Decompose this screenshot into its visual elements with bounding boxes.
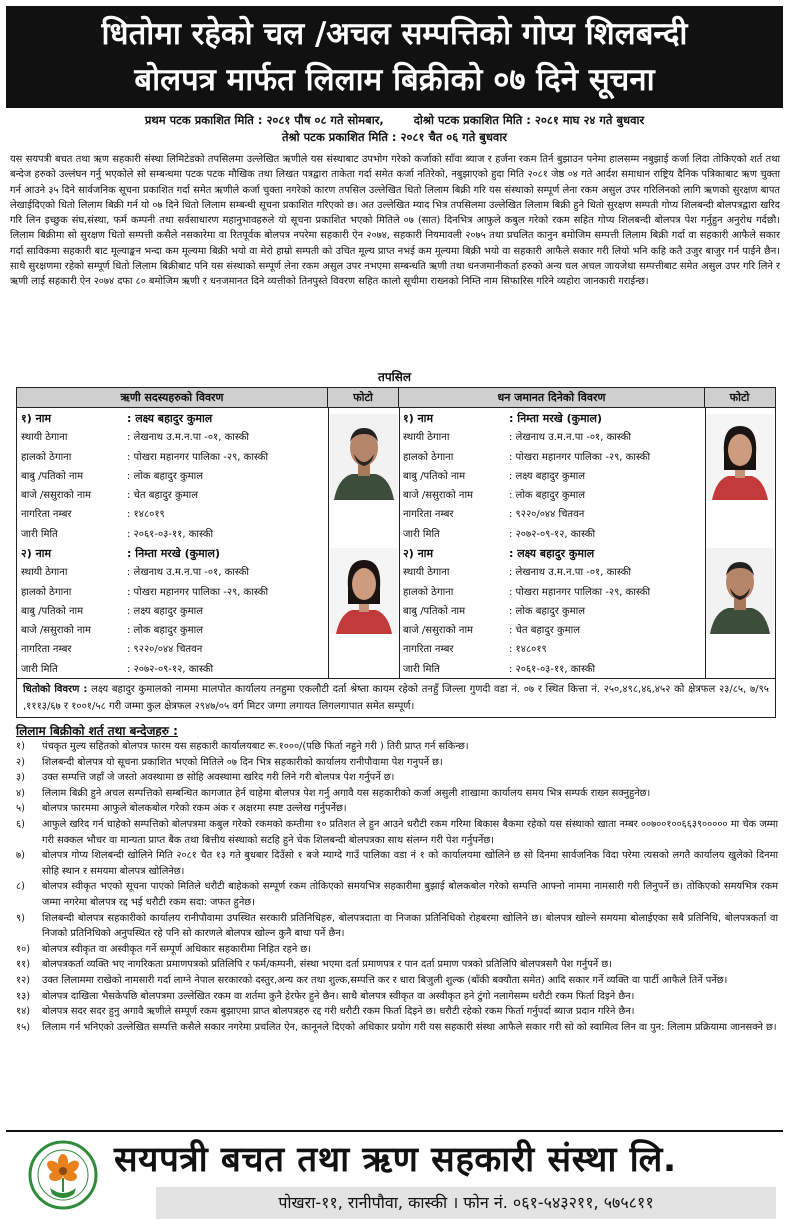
condition-text: शिलबन्दी बोलपत्र यो सूचना प्रकाशित भएको मितिले ०७ दिन भित्र सहकारीको कार्यालय रानीपौवामा पेश गनुपर्ने छ। [42,756,443,768]
flower-logo-icon [28,1140,98,1210]
list-item [16,911,778,942]
condition-number: १५) [16,1021,31,1033]
condition-number: ५) [16,803,25,815]
issued-label: जारी मिति [403,528,440,540]
current-address: : पोखरा महानगर पालिका -२९, कास्की [127,586,269,598]
column-divider [328,408,329,678]
header-photo-guarantors: फोटो [729,391,750,404]
header-guarantors: धन जमानत दिनेको विवरण [399,388,705,408]
citizenship-label: नागरिता नम्बर [21,644,72,656]
details-table [16,387,776,718]
list-item [16,1004,778,1020]
borrower-1 [17,409,328,544]
condition-number: १४) [16,1006,31,1018]
list-item [16,848,778,879]
issued-date: : २०६१-०३-११, कास्की [127,528,214,540]
grandfather-name: : लोक बहादुर कुमाल [509,490,585,502]
borrower-1-photo [330,414,398,500]
table-header [17,388,775,408]
intro-paragraph: यस सयपत्री बचत तथा ऋण सहकारी संस्था लिमिटेडको तपसिलमा उल्लेखित ऋणीले यस संस्थाबाट उपभोग गरेको कर्जाको साँवा ब्याज र हर्जना रकम तिर्न बुझाउन पनेमा हालसम्म नबुझाई कर्जा लिदा तोकिएको शर्त तथा बन्देज हरुको उल्लंघन गर्नु भएकोले सो सम्बन्धमा पटक पटक मौखिक तथा लिखत पत्रद्वारा ताकेता गर्दा समेत कर्जा नतिरेको, नबुझाएको हुदा मिति २०८१ जेष्ठ ०४ गते आर्दश समाधान राष्ट्रिय दैनिक पत्रिकाबाट ऋण चुक्ता गर्न आउने ३५ दिने सार्वजनिक सूचना प्रकाशित गर्दा समेत ऋणीले कर्जा चुक्ता नगरेको कारण तपसिल उल्लेखित धितो लिलाम बिक्री गरि यस संस्थाको सम्पूर्ण लेना रकम असुल उपर गरिलिनको लागि ऋणको सुरक्षण बापत लेखाईदिएको धितो लिलाम बिक्री गर्न यो ०७ दिने धितो लिलाम सम्बन्धी सूचना प्रकाशित गरिएको छ। अत उल्लेखित म्याद भित्र तपसिलमा उल्लेखित लिलाम बिक्री हुने धितो सुरक्षण सम्पती गोप्य शिलबन्दी बोलपत्रद्वारा खरिद गरि लिन इच्छुक संघ,संस्था, फर्म कम्पनी तथा सर्वसाधारण महानुभावहरुले यो सूचना प्रकाशित भएको मितिले ०७ (सात) दिनभित्र आफुले कबुल गरेको रकम सहित गोप्य शिलबन्दी बोलपत्र पेश गर्नुहुन अनुरोध गर्दछौ। लिलाम बिक्रीमा सो सुरक्षण धितो सम्पत्ती कसैले नसकारेमा वा रितपूर्वक बोलपत्र नपरेमा सहकारी ऐन २०७४, सहकारी नियमावली २०७५ तथा प्रचलित कानुन बमोजिम सम्पत्ती लिलाम बिक्री गर्दा वा सहकारी आफैले सकार गर्दा साविकमा सहकारी बाट मूल्याङ्कन भन्दा कम मूल्यमा बिक्री भयो वा मेरो हाम्रो सम्पती को उचित मूल्य प्राप्त नभई कम मूल्यमा बिक्री भयो वा सहकारी आफैले सकार गरी लियो भनि कहि कतै उजुर बाजुर गर्न पाईने छैन। साथै सुरक्षणमा रहेको सम्पूर्ण धितो लिलाम बिक्रीबाट पनि यस संस्थाको सम्पूर्ण लेना रकम असुल उपर नभएमा सम्बन्धति ऋणी तथा धनजमानीकर्ता हरुको अन्य चल अचल जायजेथा सम्पत्तीबाट समेत असुल उपर गरि लिने र ऋणी लाई सहकारी ऐन २०७४ दफा ८० बमोजिम ऋणी र धनजमानत दिने व्यत्तीको तिनपुस्ते विवरण सहित कालो सूचीमा राख्नको निम्ति नाम सिफारिस गरिने व्यहोरा जानकारी गराईन्छ। [10,154,780,288]
current-address: : पोखरा महानगर पालिका -२९, कास्की [127,451,269,463]
condition-number: ६) [16,818,25,830]
condition-number: ८) [16,881,25,893]
father-name: : लक्ष्य बहादुर कुमाल [127,605,203,617]
organization-address: पोखरा-११, रानीपौवा, कास्की । फोन नं. ०६१-५४३२११, ५७५८११ [156,1187,776,1219]
grandfather-label: बाजे /ससुराको नाम [403,625,474,637]
condition-number: १३) [16,990,31,1002]
list-item [16,739,778,755]
list-item [16,879,778,910]
condition-text: लिलाम बिक्री हुने अचल सम्पत्तिको सम्बन्धित कागजात हेर्न चाहेमा बोलपत्र पेश गर्नु अगावै यस सहकारीको कर्जा असुली शाखामा कार्यालय समय भित्र सम्पर्क राख्न सक्नुहुनेछ। [42,787,651,799]
citizenship-number: : १४८०१९ [127,509,165,521]
name-label: २) नाम [403,547,434,560]
name-label: २) नाम [21,547,52,560]
person-name: : लक्ष्य बहादुर कुमाल [509,547,595,560]
grandfather-label: बाजे /ससुराको नाम [403,490,474,502]
father-label: बाबु /पतिको नाम [21,605,84,617]
citizenship-number: : ९२२०/०४४ चितवन [127,644,203,656]
guarantor-2-photo [706,548,774,634]
collateral-text: लक्ष्य बहादुर कुमालको नाममा मालपोत कार्यालय तनहुमा एकलौटी दर्ता श्रेष्ता कायम रहेको तनहुँ जिल्ला गुणदी वडा नं. ०७ र स्थित कित्ता नं. २५०,४९८,४६,४५२ को क्षेत्रफल २३/८५, ७/९५ ,१११३/६७ र १००१/५८ गरी जम्मा कुल क्षेत्रफल २९४७/०५ वर्ग मिटर जग्गा लगायत लिगलगापात समेत सम्पूर्ण। [23,684,769,712]
issued-date: : २०६१-०३-११, कास्की [509,663,596,675]
condition-text: बोलपत्र स्वीकृत भएको सूचना पाएको मितिले धरौटी बाहेकको सम्पूर्ण रकम तोकिएको समयभित्र सहकारीमा बुझाई बोलकबोल गरेको सम्पत्ति आफ्नो नाममा नामसारी गरी लिनुपर्ने छ। तोकिएको समयभित्र रकम जम्मा नगरेमा बोलपत्र रद्द भई धरौटी रकम सदा: जफत हुनेछ। [42,881,778,908]
cooperative-logo [28,1140,98,1210]
current-address-label: हालको ठेगाना [403,586,454,598]
condition-number: ३) [16,772,25,784]
condition-text: शिलबन्दी बोलपत्र सहकारीको कार्यालय रानीपौवामा उपस्थित सरकारी प्रतिनिधिहरु, बोलपत्रदाता वा निजका प्रतिनिधिको रोहबरमा खोलिने छ। बोलपत्र खोल्ने समयमा बोलाईएका सबै प्रतिनिधि, बोलपत्रकर्ता वा निजको प्रतिनिधिको अनुपस्थित रहे पनि सो कारणले बोलपत्र खोल्न कुनै बाधा पर्ने छैन। [42,912,778,940]
permanent-address: : लेखनाथ उ.म.न.पा -०१, कास्की [127,432,250,444]
condition-number: ११) [16,959,31,971]
list-item [16,817,778,848]
guarantor-1 [399,409,705,544]
father-label: बाबु /पतिको नाम [403,470,466,482]
list-item [16,755,778,771]
banner-title-line2: बोलपत्र मार्फत लिलाम बिक्रीको ०७ दिने सूचना [134,62,655,98]
father-label: बाबु /पतिको नाम [21,470,84,482]
list-item [16,1020,778,1036]
current-address-label: हालको ठेगाना [21,451,72,463]
grandfather-label: बाजे /ससुराको नाम [21,625,92,637]
condition-text: लिलाम गर्न भनिएको उल्लेखित सम्पत्ति कसैले सकार नगरेमा प्रचलित ऐन, कानूनले दिएको अधिकार प्रयोग गरी यस सहकारी संस्था आफैले सकार गरी सो को स्वामित्व लिन वा पुन: लिलाम प्रक्रियामा जानसक्ने छ। [42,1021,777,1033]
third-publication-date: तेश्रो पटक प्रकाशित मिति : २०८१ चैत ०६ गते बुधवार [281,130,508,144]
list-item [16,942,778,958]
name-label: १) नाम [403,412,434,425]
condition-text: बोलपत्र दाखिला भैसकेपछि बोलपत्रमा उल्लेखित रकम वा शर्तमा कुनै हेरफेर हुने छैन। साथै बोलपत्र स्वीकृत वा अस्वीकृत हने टुंगो नलागेसम्म धरौटी रकम फिर्ता दिइने छैन। [42,990,635,1002]
citizenship-number: : १४८०१९ [509,644,547,656]
condition-number: २) [16,756,25,768]
list-item [16,801,778,817]
first-publication-date: प्रथम पटक प्रकाशित मिति : २०८१ पौष ०८ गते सोमबार, [144,113,384,127]
issued-label: जारी मिति [21,528,58,540]
issued-label: जारी मिति [21,663,58,675]
permanent-address-label: स्थायी ठेगाना [403,432,450,444]
condition-text: उक्त लिलाममा राखेको नामसारी गर्दा लाग्ने नेपाल सरकारको दस्तुर,अन्य कर तथा शुल्क,सम्पत्ति कर र धारा बिजुली शुल्क (बाँकी बक्यौता समेत) आदि सकार गर्ने व्यक्ति वा पार्टी आफैले तिर्ने पर्नेछ। [42,974,728,986]
list-item [16,989,778,1005]
schedule-title: तपसिल [377,370,411,384]
condition-number: ४) [16,787,25,799]
condition-text: उक्त सम्पत्ति जहाँ जे जस्तो अवस्थामा छ सोहि अवस्थामा खरिद गरी लिने गरी बोलपत्र पेश गर्नुपर्ने छ। [42,772,395,784]
condition-number: १२) [16,974,31,986]
guarantor-2 [399,544,705,679]
grandfather-name: : लोक बहादुर कुमाल [127,625,203,637]
person-name: : निम्ता मरखे (कुमाल) [509,412,602,425]
list-item [16,786,778,802]
father-name: : लोक बहादुर कुमाल [127,470,203,482]
current-address: : पोखरा महानगर पालिका -२९, कास्की [509,586,651,598]
condition-number: १) [16,741,25,752]
banner-title-line1: धितोमा रहेको चल /अचल सम्पत्तिको गोप्य शिलबन्दी [101,16,688,52]
person-name: : लक्ष्य बहादुर कुमाल [127,412,213,425]
permanent-address-label: स्थायी ठेगाना [21,567,68,579]
citizenship-label: नागरिता नम्बर [21,509,72,521]
issued-label: जारी मिति [403,663,440,675]
organization-name: सयपत्री बचत तथा ऋण सहकारी संस्था लि. [114,1140,677,1180]
current-address: : पोखरा महानगर पालिका -२९, कास्की [509,451,651,463]
list-item [16,957,778,973]
collateral-details [17,678,775,719]
current-address-label: हालको ठेगाना [403,451,454,463]
grandfather-name: : चेत बहादुर कुमाल [127,490,198,502]
father-label: बाबु /पतिको नाम [403,605,466,617]
footer [6,1130,783,1220]
condition-text: बोलपत्र स्वीकृत वा अस्वीकृत गर्ने सम्पूर्ण अधिकार सहकारीमा निहित रहने छ। [42,943,311,955]
condition-text: आफुले खरिद गर्न चाहेको सम्पत्तिको बोलपत्रमा कबुल गरेको रकमको कम्तीमा १० प्रतिशत ले हुन आउने धरौटी रकम गरिमा बिकास बैकमा रहेको यस संस्थाको खाता नम्बर ००७००१००६६३९००००० मा चेक जम्मा गरी सक्कल भौचर वा मान्यता प्राप्त बैक तथा बित्तीय संस्थाको सटहि हुने चेक शिलबन्दी बोलपत्रका साथ संलग्न गरी पेश गर्नुपर्नेछ। [42,818,778,846]
publication-dates [6,112,783,146]
permanent-address-label: स्थायी ठेगाना [21,432,68,444]
borrower-2-photo [330,548,398,634]
condition-number: १०) [16,943,31,955]
permanent-address-label: स्थायी ठेगाना [403,567,450,579]
header-photo-borrowers: फोटो [328,388,399,408]
citizenship-number: : ९२२०/०४४ चितवन [509,509,585,521]
list-item [16,973,778,989]
citizenship-label: नागरिता नम्बर [403,644,454,656]
issued-date: : २०७२-०९-१२, कास्की [509,528,596,540]
issued-date: : २०७२-०९-१२, कास्की [127,663,214,675]
conditions-title: लिलाम बिक्रीको शर्त तथा बन्देजहरु : [16,724,178,738]
header-borrowers: ऋणी सदस्यहरुको विवरण [17,388,328,408]
condition-text: पंचकृत मुल्य सहितको बोलपत्र फारम यस सहकारी कार्यालयबाट रू.१०००/(पछि फिर्ता नहुने गरी ) तिरी प्राप्त गर्न सकिन्छ। [42,741,469,752]
condition-text: बोलपत्रकर्ता व्यक्ति भए नागरिकता प्रमाणपत्रको प्रतिलिपि र फर्म/कम्पनी, संस्था भएमा दर्ता प्रमाणपत्र र पान दर्ता प्रमाण पत्रको प्रतिलिपि बोलपत्रसगै पेश गर्नुपर्ने छ। [42,959,612,971]
current-address-label: हालको ठेगाना [21,586,72,598]
father-name: : लक्ष्य बहादुर कुमाल [509,470,585,482]
second-publication-date: दोश्रो पटक प्रकाशित मिति : २०८१ माघ २४ गते बुधवार [413,113,645,127]
father-name: : लोक बहादुर कुमाल [509,605,585,617]
permanent-address: : लेखनाथ उ.म.न.पा -०१, कास्की [127,567,250,579]
guarantor-1-photo [706,414,774,500]
condition-number: ७) [16,850,25,862]
borrower-2 [17,544,328,679]
notice-banner [6,6,783,108]
person-name: : निम्ता मरखे (कुमाल) [127,547,220,560]
condition-number: ९) [16,912,25,924]
list-item [16,770,778,786]
conditions-list [16,739,778,1035]
grandfather-label: बाजे /ससुराको नाम [21,490,92,502]
condition-text: बोलपत्र फारममा आफुले बोलकबोल गरेको रकम अंक र अक्षरमा स्पष्ट उल्लेख गर्नुपर्नेछ। [42,803,347,815]
condition-text: बोलपत्र गोप्य शिलबन्दी खोलिने मिति २०८१ चैत १३ गते बुधबार दिउँसो १ बजे म्याग्दे गाउँ पालिका वडा नं १ को कार्यालयमा खोलिने छ सो दिनमा सार्वजनिक विदा परेमा त्यसको लगतै कार्यालय खुलेको दिनमा सोहि स्थान र समयमा बोलपत्र खोलिनेछ। [42,850,778,877]
condition-text: बोलपत्र सदर सदर हुनु अगावै ऋणीले सम्पूर्ण रकम बुझाएमा प्राप्त बोलपत्रहरु रद्द गरी धरौटी रकम फिर्ता दिइने छ। धरौटी रहेको रकम फिर्ता गर्नुपर्दा ब्याज प्रदान गरिने छैन। [42,1006,635,1018]
permanent-address: : लेखनाथ उ.म.न.पा -०१, कास्की [509,432,632,444]
citizenship-label: नागरिता नम्बर [403,509,454,521]
permanent-address: : लेखनाथ उ.म.न.पा -०१, कास्की [509,567,632,579]
name-label: १) नाम [21,412,52,425]
collateral-label: धितोको विवरण : [23,684,88,695]
grandfather-name: : चेत बहादुर कुमाल [509,625,580,637]
